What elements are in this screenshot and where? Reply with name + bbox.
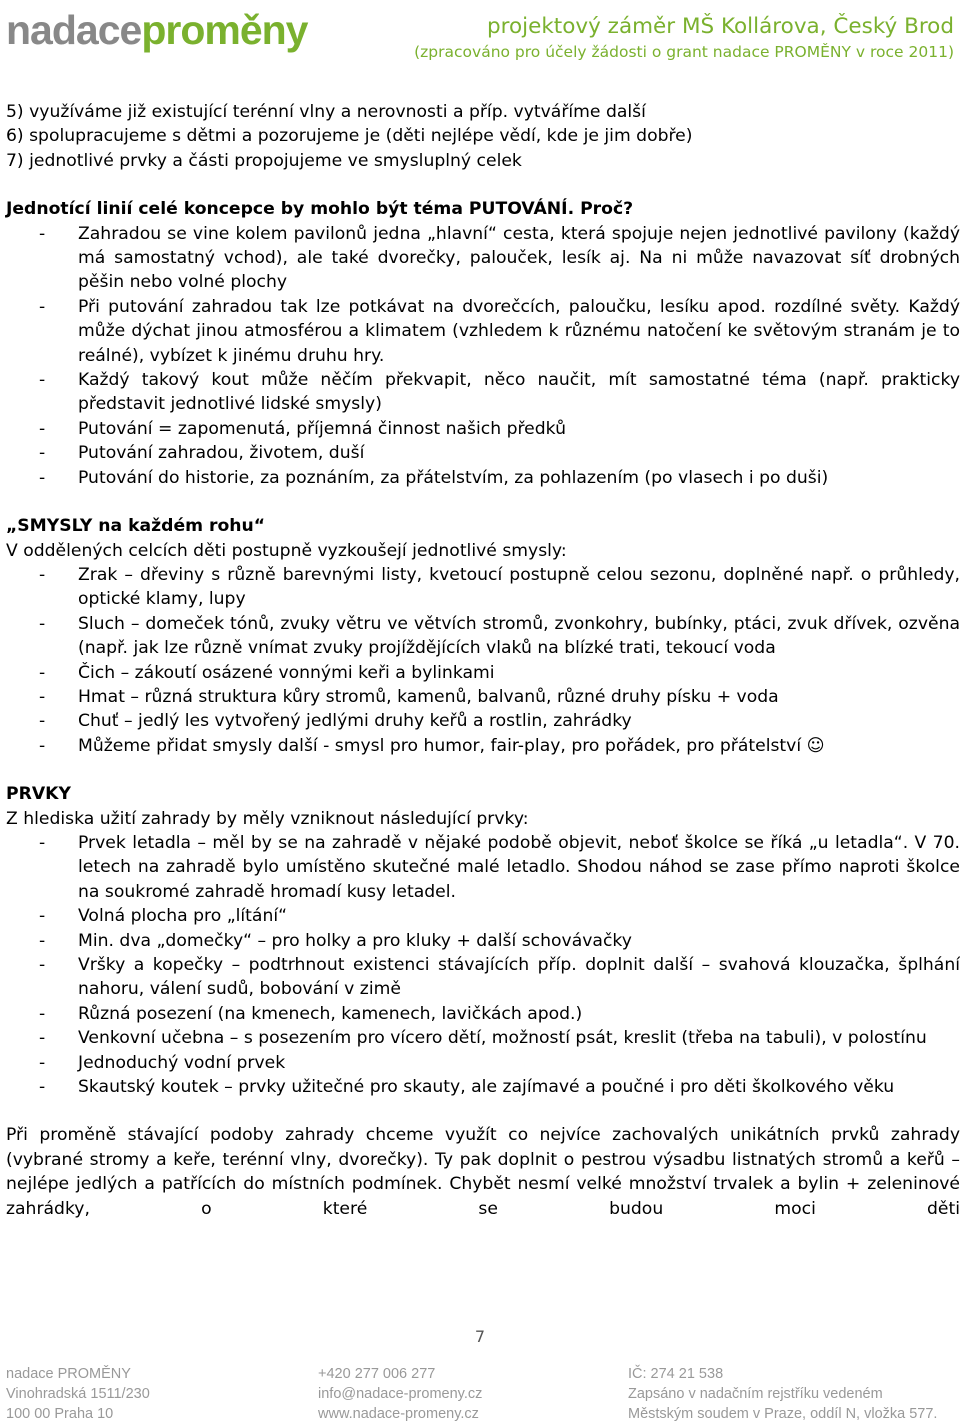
project-title: projektový záměr MŠ Kollárova, Český Brod <box>486 14 954 39</box>
list-item: - Volná plocha pro „lítání“ <box>6 904 960 928</box>
list-item: - Putování = zapomenutá, příjemná činnost našich předků <box>6 417 960 441</box>
footer-contact <box>318 1364 482 1424</box>
list-item: - Různá posezení (na kmenech, kamenech, lavičkách apod.) <box>6 1002 960 1026</box>
list-item: - Vršky a kopečky – podtrhnout existenci stávajících příp. doplnit další – svahová klouzačka, šplhání nahoru, válení sudů, bobování v zimě <box>6 953 960 1002</box>
list-item: - Při putování zahradou tak lze potkávat na dvorečcích, paloučku, lesíku apod. rozdílné světy. Každý může dýchat jinou atmosférou a klimatem (vzhledem k různému natočení ke světovým stranám je to reálné), vybízet k jinému druhu hry. <box>6 295 960 368</box>
footer-line: Městským soudem v Praze, oddíl N, vložka 577. <box>628 1406 938 1422</box>
page-footer <box>0 1360 960 1424</box>
concept-list <box>6 222 960 490</box>
list-item: - Venkovní učebna – s posezením pro vícero dětí, možností psát, kreslit (třeba na tabuli), v polostínu <box>6 1026 960 1050</box>
intro-line: 6) spolupracujeme s dětmi a pozorujeme je (děti nejlépe vědí, kde je jim dobře) <box>6 126 693 147</box>
concept-heading: Jednotící linií celé koncepce by mohlo být téma PUTOVÁNÍ. Proč? <box>6 199 634 220</box>
list-item: - Jednoduchý vodní prvek <box>6 1051 960 1075</box>
footer-line: www.nadace-promeny.cz <box>318 1406 479 1422</box>
list-item: - Čich – zákoutí osázené vonnými keři a bylinkami <box>6 661 960 685</box>
logo-part-gray: nadace <box>6 7 142 53</box>
spacer <box>6 1099 960 1123</box>
list-item: - Můžeme přidat smysly další - smysl pro humor, fair-play, pro pořádek, pro přátelství ☺ <box>6 734 960 758</box>
project-subtitle: (zpracováno pro účely žádosti o grant nadace PROMĚNY v roce 2011) <box>414 43 954 61</box>
footer-line: Zapsáno v nadačním rejstříku vedeném <box>628 1386 883 1402</box>
list-item: - Putování zahradou, životem, duší <box>6 441 960 465</box>
footer-line: IČ: 274 21 538 <box>628 1366 724 1382</box>
footer-line: 100 00 Praha 10 <box>6 1406 114 1422</box>
logo-part-green: proměny <box>141 7 308 53</box>
nadace-promeny-logo <box>6 6 307 54</box>
spacer <box>6 173 960 197</box>
intro-line: 7) jednotlivé prvky a části propojujeme ve smysluplný celek <box>6 150 522 171</box>
footer-line: info@nadace-promeny.cz <box>318 1386 483 1402</box>
list-item: - Hmat – různá struktura kůry stromů, kamenů, balvanů, různé druhy písku + voda <box>6 685 960 709</box>
list-item: - Sluch – domeček tónů, zvuky větru ve větvích stromů, zvonkohry, bubínky, ptáci, zvuk dřívek, ozvěna (např. jak lze různě vnímat zvuky projíždějících vlaků na blízké trati, tekoucí voda <box>6 612 960 661</box>
list-item: - Skautský koutek – prvky užitečné pro skauty, ale zajímavé a poučné i pro děti školkového věku <box>6 1075 960 1099</box>
footer-line: +420 277 006 277 <box>318 1366 436 1382</box>
elements-heading: PRVKY <box>6 784 71 805</box>
footer-line: nadace PROMĚNY <box>6 1366 131 1382</box>
footer-registry <box>628 1364 937 1424</box>
list-item: - Zahradou se vine kolem pavilonů jedna „hlavní“ cesta, která spojuje nejen jednotlivé pavilony (každý má samostatný vchod), ale také dvorečky, palouček, lesík aj. Na ni může navazovat síť drobných pěšin nebo volné plochy <box>6 222 960 295</box>
spacer <box>6 490 960 514</box>
page-header <box>0 0 960 72</box>
list-item: - Min. dva „domečky“ – pro holky a pro kluky + další schovávačky <box>6 929 960 953</box>
list-item: - Putování do historie, za poznáním, za přátelstvím, za pohlazením (po vlasech i po duši) <box>6 466 960 490</box>
spacer <box>6 758 960 782</box>
elements-intro: Z hlediska užití zahrady by měly vzniknout následující prvky: <box>6 808 529 829</box>
list-item: - Prvek letadla – měl by se na zahradě v nějaké podobě objevit, neboť školce se říká „u letadla“. V 70. letech na zahradě bylo umístěno skutečné malé letadlo. Shodou náhod se zase přímo naproti školce na soukromé zahradě hromadí kusy letadel. <box>6 831 960 904</box>
list-item: - Zrak – dřeviny s různě barevnými listy, kvetoucí postupně celou sezonu, doplněné např. o průhledy, optické klamy, lupy <box>6 563 960 612</box>
list-item: - Každý takový kout může něčím překvapit, něco naučit, mít samostatné téma (např. prakticky představit jednotlivé lidské smysly) <box>6 368 960 417</box>
senses-list <box>6 563 960 758</box>
intro-line: 5) využíváme již existující terénní vlny a nerovnosti a příp. vytváříme další <box>6 102 646 122</box>
list-item: - Chuť – jedlý les vytvořený jedlými druhy keřů a rostlin, zahrádky <box>6 709 960 733</box>
senses-intro: V oddělených celcích děti postupně vyzkoušejí jednotlivé smysly: <box>6 540 567 561</box>
closing-paragraph: Při proměně stávající podoby zahrady chceme využít co nejvíce zachovalých unikátních prvků zahrady (vybrané stromy a keře, terénní vlny, dvorečky). Ty pak doplnit o pestrou výsadbu listnatých stromů a keřů – nejlépe jedlých a patřících do místních podmínek. Chybět nesmí velké množství trvalek a bylin + zeleninové zahrádky, o které se budou moci děti <box>6 1125 960 1219</box>
elements-list <box>6 831 960 1099</box>
footer-line: Vinohradská 1511/230 <box>6 1386 150 1402</box>
document-body <box>6 100 960 1221</box>
page-number: 7 <box>474 1327 486 1346</box>
senses-heading: „SMYSLY na každém rohu“ <box>6 516 266 537</box>
footer-address <box>6 1364 150 1424</box>
